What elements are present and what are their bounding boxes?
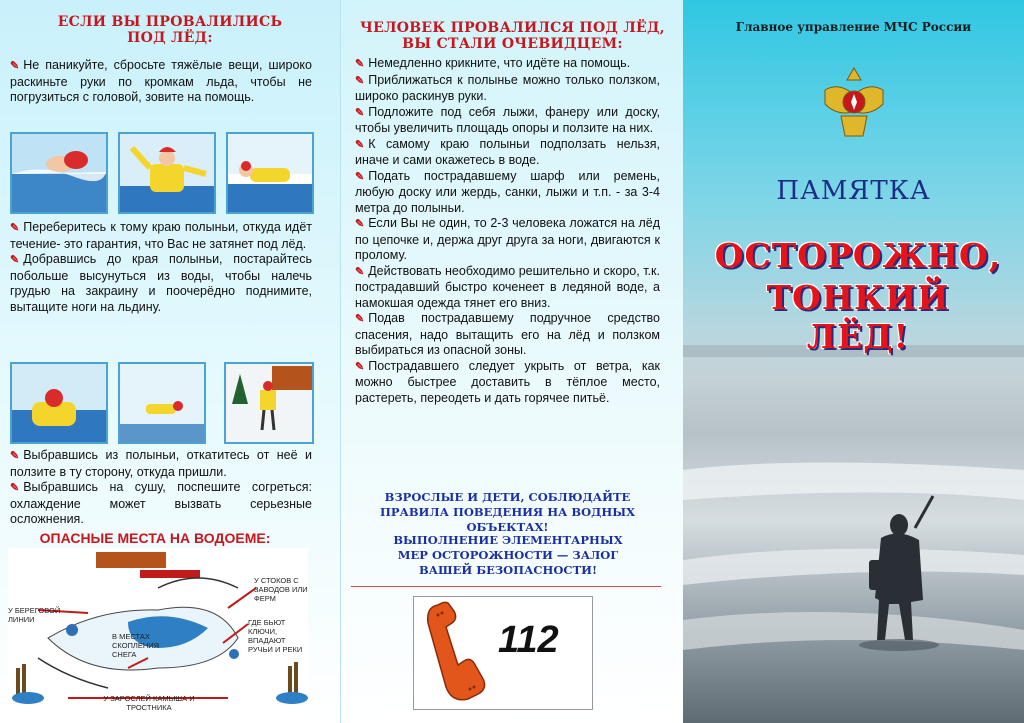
phone-handset-icon bbox=[418, 597, 498, 707]
hand-pointer-icon: ✎ bbox=[10, 222, 20, 234]
hand-pointer-icon: ✎ bbox=[355, 360, 365, 373]
map-label-reeds: У ЗАРОСЛЕЙ КАМЫША И ТРОСТНИКА bbox=[103, 694, 195, 712]
organization-name: Главное управление МЧС России bbox=[735, 20, 972, 34]
middle-para-3: ✎ Подложите под себя лыжи, фанеру или доску, чтобы увеличить площадь опоры и ползите на них. bbox=[355, 104, 660, 135]
mchs-emblem-icon bbox=[819, 64, 889, 144]
emergency-phone-box bbox=[413, 596, 593, 710]
title-line-2: ТОНКИЙ ЛЁД! bbox=[766, 278, 950, 356]
danger-places-title: ОПАСНЫЕ МЕСТА НА ВОДОЕМЕ: bbox=[39, 530, 271, 546]
left-para-5: ✎ Выбравшись на сушу, поспешите согреться: охлаждение может вызвать серьезные осложнения. bbox=[10, 480, 312, 526]
left-para-1-block bbox=[10, 58, 312, 106]
map-label-factories: У СТОКОВ С ЗАВОДОВ ИЛИ ФЕРМ bbox=[254, 576, 308, 603]
title-line-1: ОСТОРОЖНО, bbox=[714, 236, 1002, 275]
hand-pointer-icon: ✎ bbox=[10, 254, 20, 266]
hand-pointer-icon: ✎ bbox=[10, 60, 20, 72]
illustration-drowning-head bbox=[10, 132, 108, 214]
separator-line bbox=[351, 586, 661, 587]
hand-pointer-icon: ✎ bbox=[355, 218, 365, 230]
middle-para-1: ✎ Немедленно крикните, что идёте на помощь. bbox=[355, 56, 631, 70]
memo-label: ПАМЯТКА bbox=[776, 176, 931, 206]
middle-para-8: ✎ Подав пострадавшему подручное средство спасения, надо вытащить его на лёд и ползком выбираться из опасной зоны. bbox=[355, 311, 660, 357]
middle-para-7: ✎ Действовать необходимо решительно и скоро, т.к. пострадавший быстро коченеет в ледяной воде, а намокшая одежда тянет его вниз. bbox=[355, 263, 660, 310]
middle-para-5: ✎ Подать пострадавшему шарф или ремень, любую доску или жердь, санки, лыжи и т.п. - за 3-4 метра до полыньи. bbox=[355, 168, 660, 215]
middle-para-9: ✎ Пострадавшего следует укрыть от ветра, как можно быстрее доставить в тёплое место, растереть, переодеть и дать горячее питьё. bbox=[355, 358, 660, 405]
left-paras-4-5 bbox=[10, 448, 312, 528]
left-para-1: ✎ Не паникуйте, сбросьте тяжёлые вещи, широко раскиньте руки по кромкам льда, чтобы не погрузиться с головой, зовите на помощь. bbox=[10, 58, 312, 104]
map-label-snow: В МЕСТАХ СКОПЛЕНИЯ СНЕГА bbox=[112, 632, 160, 659]
left-panel bbox=[0, 0, 340, 723]
hand-pointer-icon: ✎ bbox=[355, 265, 365, 278]
middle-para-2: ✎ Приближаться к полынье можно только ползком, широко раскинув руки. bbox=[355, 72, 660, 103]
left-para-2: ✎ Переберитесь к тому краю полыньи, откуда идёт течение- это гарантия, что Вас не затянет под лёд. bbox=[10, 220, 312, 251]
illustration-rolling-away bbox=[118, 362, 206, 444]
right-panel bbox=[683, 0, 1024, 723]
hand-pointer-icon: ✎ bbox=[355, 58, 365, 70]
hand-pointer-icon: ✎ bbox=[355, 106, 365, 119]
illustration-lean-on-ice bbox=[10, 362, 108, 444]
left-heading: ЕСЛИ ВЫ ПРОВАЛИЛИСЬ ПОД ЛЁД: bbox=[57, 14, 283, 46]
safety-note: ВЫПОЛНЕНИЕ ЭЛЕМЕНТАРНЫХ МЕР ОСТОРОЖНОСТИ — ЗАЛОГ ВАШЕЙ БЕЗОПАСНОСТИ! bbox=[393, 533, 623, 577]
illustration-climbing-out bbox=[226, 132, 314, 214]
hand-pointer-icon: ✎ bbox=[355, 170, 365, 183]
map-label-shore: У БЕРЕГОВОЙ ЛИНИИ bbox=[8, 606, 61, 624]
left-para-4: ✎ Выбравшись из полыньи, откатитесь от неё и ползите в ту сторону, откуда пришли. bbox=[10, 448, 312, 479]
hand-pointer-icon: ✎ bbox=[355, 74, 365, 87]
hand-pointer-icon: ✎ bbox=[10, 482, 20, 494]
emergency-number: 112 bbox=[498, 619, 559, 661]
hand-pointer-icon: ✎ bbox=[355, 313, 365, 325]
hand-pointer-icon: ✎ bbox=[10, 450, 20, 462]
middle-para-4: ✎ К самому краю полыньи подползать нельзя, иначе и сами окажетесь в воде. bbox=[355, 136, 660, 167]
middle-paras bbox=[355, 56, 660, 406]
left-para-3: ✎ Добравшись до края полыньи, постарайтесь побольше высунуться из воды, чтобы налечь грудью на закраину и поочерёдно поднимите, вытащите ноги на льдину. bbox=[10, 252, 312, 314]
middle-heading: ЧЕЛОВЕК ПРОВАЛИЛСЯ ПОД ЛЁД, ВЫ СТАЛИ ОЧЕВИДЦЕМ: bbox=[360, 20, 665, 52]
illustration-arms-spread bbox=[118, 132, 216, 214]
rules-note: ВЗРОСЛЫЕ И ДЕТИ, СОБЛЮДАЙТЕ ПРАВИЛА ПОВЕДЕНИЯ НА ВОДНЫХ ОБЪЕКТАХ! bbox=[379, 490, 636, 534]
illustration-walking-shore bbox=[224, 362, 314, 444]
left-paras-2-3 bbox=[10, 220, 312, 315]
danger-places-map bbox=[8, 548, 308, 718]
middle-para-6: ✎ Если Вы не один, то 2-3 человека ложатся на лёд по цепочке и, держа друг друга за ноги, двигаются к пролому. bbox=[355, 216, 660, 262]
middle-panel bbox=[340, 0, 683, 723]
map-label-springs: ГДЕ БЬЮТ КЛЮЧИ, ВПАДАЮТ РУЧЬИ И РЕКИ bbox=[248, 618, 303, 654]
hand-pointer-icon: ✎ bbox=[355, 138, 365, 151]
